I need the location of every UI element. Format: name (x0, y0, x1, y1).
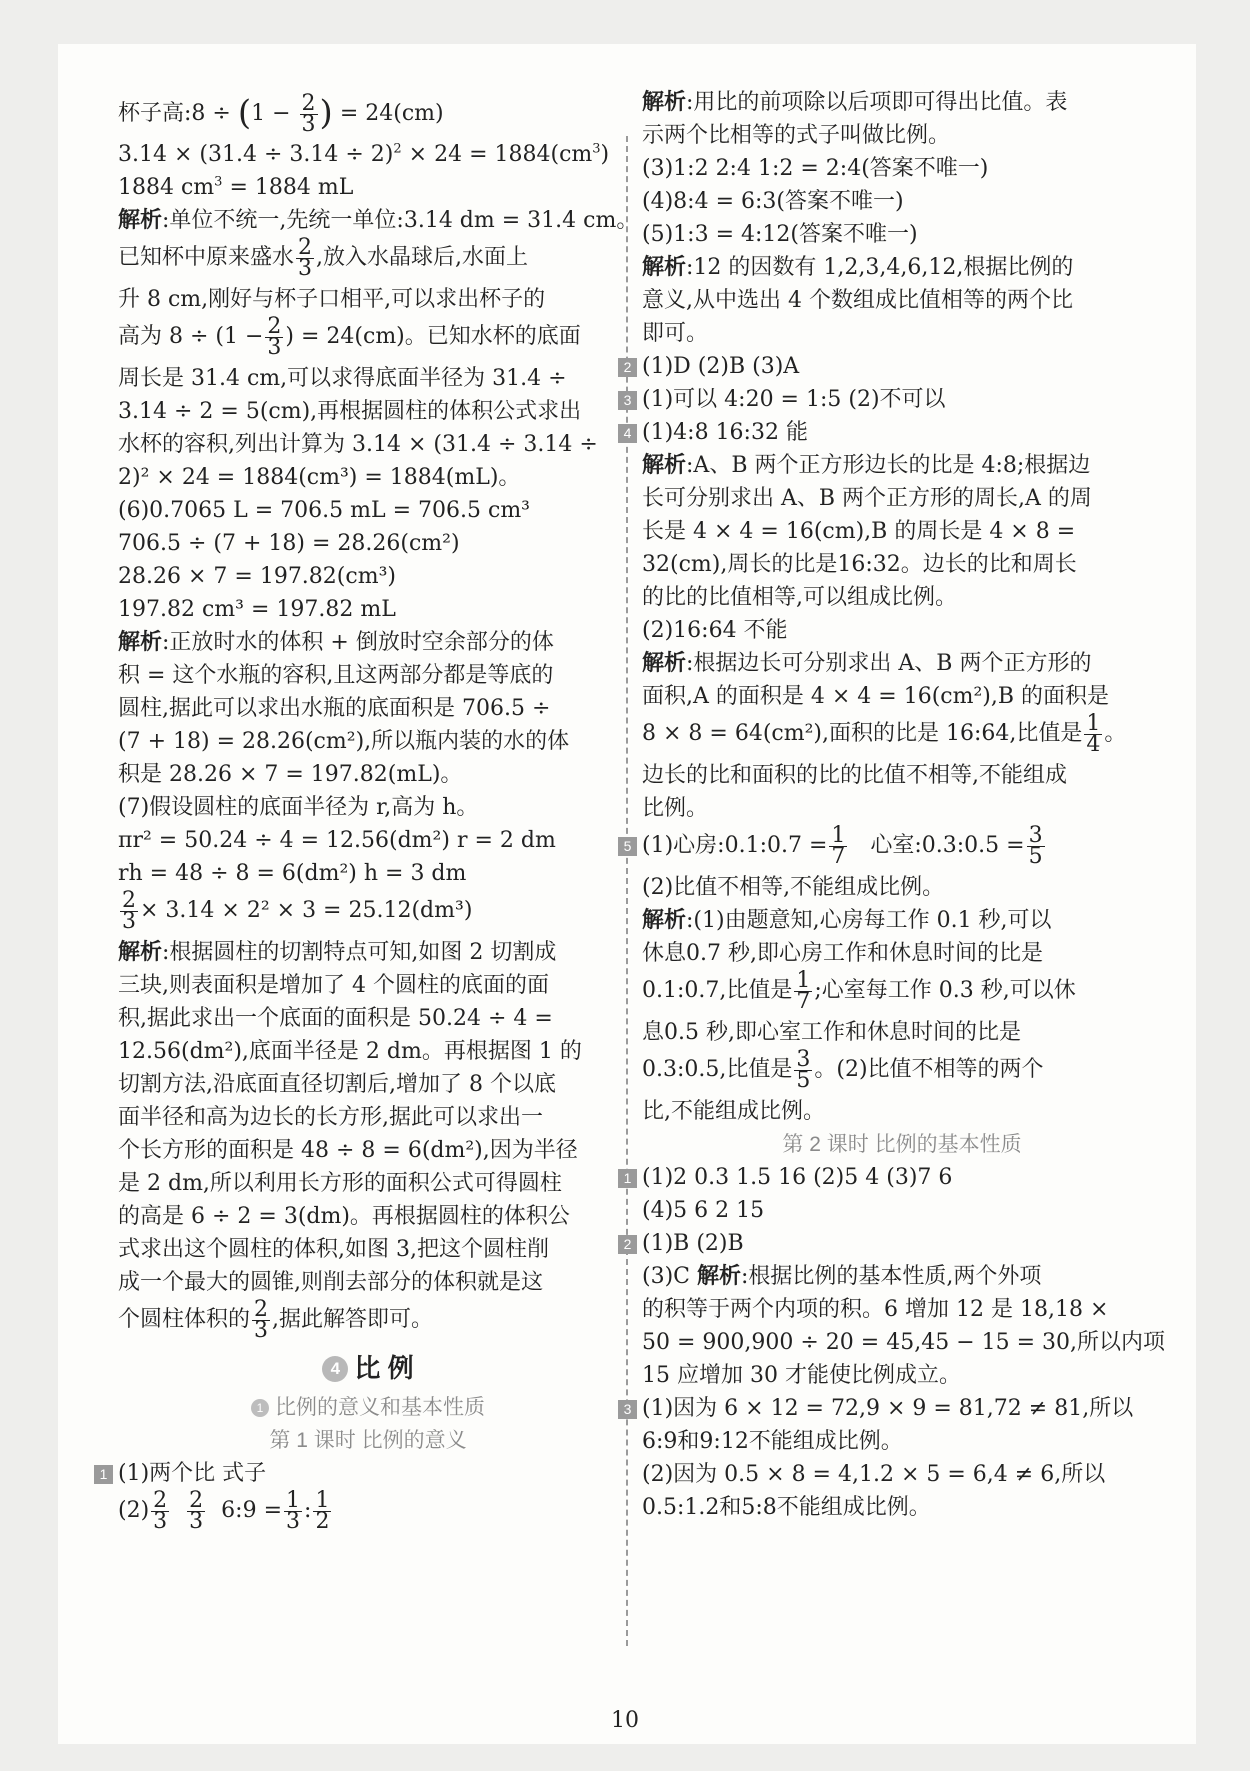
analysis-line: 解析:单位不统一,先统一单位:3.14 dm = 31.4 cm。 (118, 207, 639, 233)
formula-line: $3.14 \times (31.4 \div 3.14 \div 2)^2 \times 24 = 1884(cm^3)$ (118, 141, 610, 167)
question-line: (2) $\frac{2}{3}$ $\frac{2}{3}$ 6:9 = $\frac{1}{3}$ : $\frac{1}{2}$ (118, 1487, 330, 1534)
text-line: (6)0.7065 L = 706.5 mL = 706.5 cm³ (118, 498, 531, 523)
subsection-heading: 1 比例的意义和基本性质 (118, 1391, 618, 1424)
text: 1 − (251, 101, 291, 126)
text-line: (4)5 6 2 15 (642, 1198, 765, 1223)
section-heading: 4 比 例 (118, 1345, 618, 1391)
text-line: (7 + 18) = 28.26(cm²),所以瓶内装的水的体 (118, 729, 570, 754)
question-line: 4 (1)4:8 16:32 能 (618, 416, 1162, 449)
text-line: 升 8 cm,刚好与杯子口相平,可以求出杯子的 (118, 287, 546, 312)
question-line: 5 (1)心房:0.1:0.7 = $\frac{1}{7}$ 心室:0.3:0.5 = $\frac{3}{5}$ (618, 825, 1162, 871)
text-line: 比例。 (642, 796, 709, 821)
text-line: (7)假设圆柱的底面半径为 r,高为 h。 (118, 795, 479, 820)
question-line: 3 (1)因为 6 × 12 = 72,9 × 9 = 81,72 ≠ 81,所以 (618, 1392, 1162, 1425)
text-line: 长可分别求出 A、B 两个正方形的周长,A 的周 (642, 486, 1092, 511)
text-line: 已知杯中原来盛水 $\frac{2}{3}$ ,放入水晶球后,水面上 (118, 234, 529, 281)
text-line: 边长的比和面积的比的比值不相等,不能组成 (642, 763, 1067, 788)
analysis-line: 解析:A、B 两个正方形边长的比是 4:8;根据边 (642, 452, 1091, 478)
text-line: 的积等于两个内项的积。6 增加 12 是 18,18 × (642, 1297, 1109, 1322)
text-line: 周长是 31.4 cm,可以求得底面半径为 31.4 ÷ (118, 366, 567, 391)
text-line: 32(cm),周长的比是16:32。边长的比和周长 (642, 552, 1077, 577)
text-line: 的比的比值相等,可以组成比例。 (642, 585, 957, 610)
text-line: (5)1:3 = 4:12(答案不唯一) (642, 222, 918, 247)
text-line: 50 = 900,900 ÷ 20 = 45,45 − 15 = 30,所以内项 (642, 1330, 1166, 1355)
analysis-line: 解析:用比的前项除以后项即可得出比值。表 (642, 89, 1068, 115)
lesson-heading: 第 2 课时 比例的基本性质 (782, 1133, 1022, 1156)
text-line: (4)8:4 = 6:3(答案不唯一) (642, 189, 904, 214)
cup-height-line: 杯子高:8 ÷ (1 − $\frac{2}{3}$ ) = 24(cm) (118, 90, 444, 137)
question-line: 3 (1)可以 4:20 = 1:5 (2)不可以 (618, 383, 1162, 416)
left-column (99, 90, 639, 1536)
text-line: 0.1:0.7,比值是 $\frac{1}{7}$ ;心室每工作 0.3 秒,可以休 (642, 967, 1076, 1014)
text-line: 面半径和高为边长的长方形,据此可以求出一 (118, 1105, 543, 1130)
question-line: 1 (1)两个比 式子 (94, 1457, 618, 1490)
text-line: 长是 4 × 4 = 16(cm),B 的周长是 4 × 8 = (642, 519, 1076, 544)
text-line: 6:9和9:12不能组成比例。 (642, 1429, 903, 1454)
text-line: 三块,则表面积是增加了 4 个圆柱的底面的面 (118, 973, 549, 998)
text-line: 3.14 ÷ 2 = 5(cm),再根据圆柱的体积公式求出 (118, 399, 582, 424)
analysis-line: 解析:根据圆柱的切割特点可知,如图 2 切割成 (118, 939, 557, 965)
text-line: 息0.5 秒,即心室工作和休息时间的比是 (642, 1020, 1021, 1045)
analysis-line: 解析:根据边长可分别求出 A、B 两个正方形的 (642, 650, 1092, 676)
text-line: 面积,A 的面积是 4 × 4 = 16(cm²),B 的面积是 (642, 684, 1110, 709)
text-line: (2)因为 0.5 × 8 = 4,1.2 × 5 = 6,4 ≠ 6,所以 (642, 1462, 1106, 1487)
text-line: 比,不能组成比例。 (642, 1099, 825, 1124)
text-line: $\frac{2}{3}$ × 3.14 × 2² × 3 = 25.12(dm³) (122, 887, 473, 934)
text-line: 12.56(dm²),底面半径是 2 dm。再根据图 1 的 (118, 1039, 582, 1064)
formula-line: 1884 $cm^3 = 1884$ mL (118, 174, 354, 200)
analysis-line: 解析:12 的因数有 1,2,3,4,6,12,根据比例的 (642, 254, 1074, 280)
text-line: 积 = 这个水瓶的容积,且这两部分都是等底的 (118, 663, 554, 688)
analysis-line: 解析:正放时水的体积 + 倒放时空余部分的体 (118, 629, 554, 655)
question-line: 2 (1)B (2)B (618, 1227, 1162, 1260)
text-line: 积,据此求出一个底面的面积是 50.24 ÷ 4 = (118, 1006, 553, 1031)
text-line: 示两个比相等的式子叫做比例。 (642, 123, 951, 148)
text: = 24(cm) (339, 101, 444, 126)
text-line: (3)1:2 2:4 1:2 = 2:4(答案不唯一) (642, 156, 989, 181)
text-line: 高为 8 ÷ (1 − $\frac{2}{3}$ ) = 24(cm)。已知水杯的底面 (118, 313, 581, 360)
text-line: rh = 48 ÷ 8 = 6(dm²) h = 3 dm (118, 861, 467, 886)
text-line: 8 × 8 = 64(cm²),面积的比是 16:64,比值是 $\frac{1}{4}$ 。 (642, 710, 1127, 757)
text-line: πr² = 50.24 ÷ 4 = 12.56(dm²) r = 2 dm (118, 828, 556, 853)
text-line: 成一个最大的圆锥,则削去部分的体积就是这 (118, 1270, 543, 1295)
text-line: 圆柱,据此可以求出水瓶的底面积是 706.5 ÷ (118, 696, 551, 721)
text-line: 197.82 cm³ = 197.82 mL (118, 597, 396, 622)
right-column (623, 86, 1166, 1524)
text-line: 是 2 dm,所以利用长方形的面积公式可得圆柱 (118, 1171, 562, 1196)
text-line: 的高是 6 ÷ 2 = 3(dm)。再根据圆柱的体积公 (118, 1204, 570, 1229)
text-line: 0.3:0.5,比值是 $\frac{3}{5}$ 。(2)比值不相等的两个 (642, 1046, 1044, 1093)
text-line: (2)16:64 不能 (642, 618, 788, 643)
text-line: 28.26 × 7 = 197.82(cm³) (118, 564, 396, 589)
text-line: 意义,从中选出 4 个数组成比值相等的两个比 (642, 288, 1073, 313)
text-line: 切割方法,沿底面直径切割后,增加了 8 个以底 (118, 1072, 556, 1097)
text-line: (2)比值不相等,不能组成比例。 (642, 875, 945, 900)
text-line: 个长方形的面积是 48 ÷ 8 = 6(dm²),因为半径 (118, 1138, 578, 1163)
page-number: 10 (611, 1708, 639, 1733)
analysis-line: (3)C 解析:根据比例的基本性质,两个外项 (642, 1263, 1042, 1289)
text-line: 水杯的容积,列出计算为 3.14 × (31.4 ÷ 3.14 ÷ (118, 432, 598, 457)
analysis-line: 解析:(1)由题意知,心房每工作 0.1 秒,可以 (642, 907, 1052, 933)
text-line: 休息0.7 秒,即心房工作和休息时间的比是 (642, 941, 1043, 966)
text-line: 积是 28.26 × 7 = 197.82(mL)。 (118, 762, 463, 787)
question-line: 2 (1)D (2)B (3)A (618, 350, 1162, 383)
text-line: 0.5:1.2和5:8不能组成比例。 (642, 1495, 931, 1520)
text-line: 15 应增加 30 才能使比例成立。 (642, 1363, 961, 1388)
text-line: 个圆柱体积的 $\frac{2}{3}$ ,据此解答即可。 (118, 1296, 434, 1343)
text-line: 即可。 (642, 321, 709, 346)
text-line: 2)² × 24 = 1884(cm³) = 1884(mL)。 (118, 465, 521, 490)
text-line: 706.5 ÷ (7 + 18) = 28.26(cm²) (118, 531, 460, 556)
text-line: 式求出这个圆柱的体积,如图 3,把这个圆柱削 (118, 1237, 549, 1262)
text: 杯子高:8 ÷ (118, 101, 231, 126)
fraction: $\frac{2}{3}$ (301, 90, 316, 137)
question-line: 1 (1)2 0.3 1.5 16 (2)5 4 (3)7 6 (618, 1161, 1162, 1194)
lesson-heading: 第 1 课时 比例的意义 (269, 1429, 467, 1452)
